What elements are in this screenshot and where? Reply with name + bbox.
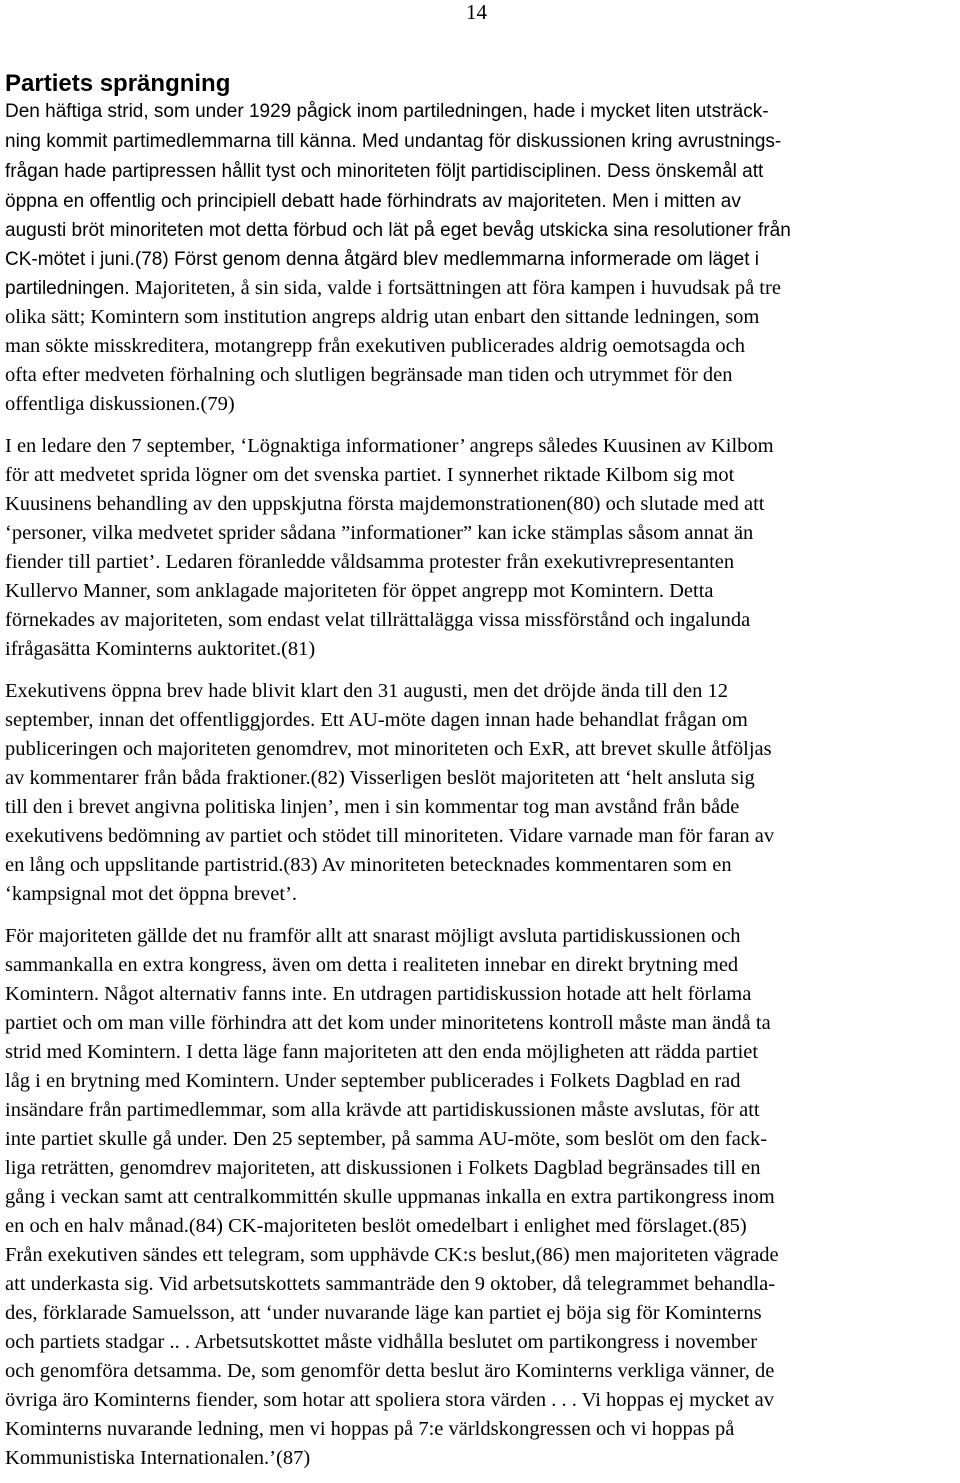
text-line	[5, 635, 315, 664]
text-line	[5, 1241, 779, 1270]
text-line	[5, 432, 774, 461]
text-segment: strid med Komintern. I detta läge fann majoriteten att den enda möjligheten att rädda partiet	[5, 1041, 759, 1063]
text-line	[5, 390, 235, 419]
text-segment: insändare från partimedlemmar, som alla krävde att partidiskussionen måste avslutas, för att	[5, 1099, 760, 1121]
text-segment: Kominterns nuvarande ledning, men vi hoppas på 7:e världskongressen och vi hoppas på	[5, 1418, 735, 1440]
text-segment: I en ledare den 7 september, ‘Lögnaktiga informationer’ angreps således Kuusinen av Kilbom	[5, 435, 774, 457]
text-line	[5, 1328, 757, 1357]
text-segment: För majoriteten gällde det nu framför allt att snarast möjligt avsluta partidiskussionen och	[5, 925, 741, 947]
text-line	[5, 1270, 775, 1299]
text-segment: man sökte misskreditera, motangrepp från exekutiven publicerades aldrig oemotsagda och	[5, 335, 746, 357]
text-line	[5, 764, 755, 793]
text-line	[5, 1154, 760, 1183]
text-line	[5, 332, 745, 361]
text-segment: september, innan det offentliggjordes. Ett AU-möte dagen innan hade behandlat frågan om	[5, 709, 748, 731]
text-segment: öppna en offentlig och principiell debatt hade förhindrats av majoriteten. Men i mitten av	[5, 191, 741, 212]
text-line	[5, 157, 763, 186]
text-segment: att underkasta sig. Vid arbetsutskottets sammanträde den 9 oktober, då telegrammet behandla-	[5, 1273, 776, 1295]
text-segment: övriga äro Kominterns fiender, som hotar att spoliera stora värden . . . Vi hoppas ej mycket av	[5, 1389, 774, 1411]
text-line	[5, 461, 734, 490]
text-segment: gång i veckan samt att centralkommittén skulle uppmanas inkalla en extra partikongress inom	[5, 1186, 775, 1208]
text-segment: ifrågasätta Kominterns auktoritet.(81)	[5, 638, 316, 660]
text-segment: partiet och om man ville förhindra att det kom under minoritetens kontroll måste man ändå ta	[5, 1012, 771, 1034]
text-line	[5, 216, 791, 245]
text-line	[5, 274, 781, 303]
text-segment: offentliga diskussionen.(79)	[5, 393, 235, 415]
text-line	[5, 361, 733, 390]
text-segment: förnekades av majoriteten, som endast velat tillrättalägga vissa missförstånd och ingalunda	[5, 609, 751, 631]
text-line	[5, 793, 739, 822]
text-segment: Kullervo Manner, som anklagade majoriteten för öppet angrepp mot Komintern. Detta	[5, 580, 714, 602]
text-line	[5, 519, 753, 548]
text-line	[5, 1125, 767, 1154]
text-segment: för att medvetet sprida lögner om det svenska partiet. I synnerhet riktade Kilbom sig mot	[5, 464, 735, 486]
text-segment: liga reträtten, genomdrev majoriteten, att diskussionen i Folkets Dagblad begränsades till en	[5, 1157, 761, 1179]
page-number: 14	[466, 0, 487, 24]
text-line	[5, 922, 741, 951]
text-line	[5, 1357, 774, 1386]
text-segment: partiledningen.	[5, 278, 130, 299]
text-line	[5, 1038, 758, 1067]
text-segment: publiceringen och majoriteten genomdrev, mot minoriteten och ExR, att brevet skulle åtföljas	[5, 738, 772, 760]
text-line	[5, 851, 732, 880]
text-segment: ‘personer, vilka medvetet sprider sådana ”informationer” kan icke stämplas såsom annat än	[5, 522, 754, 544]
text-segment: och partiets stadgar .. . Arbetsutskottet måste vidhålla beslutet om partikongress i november	[5, 1331, 758, 1353]
text-segment: Från exekutiven sändes ett telegram, som upphävde CK:s beslut,(86) men majoriteten vägrade	[5, 1244, 779, 1266]
text-line	[5, 490, 764, 519]
text-line	[5, 1444, 310, 1473]
text-segment: des, förklarade Samuelsson, att ‘under nuvarande läge kan partiet ej böja sig för Kominterns	[5, 1302, 762, 1324]
text-segment: Majoriteten, å sin sida, valde i fortsättningen att föra kampen i huvudsak på tre	[129, 277, 781, 299]
text-segment: ofta efter medveten förhalning och slutligen begränsade man tiden och utrymmet för den	[5, 364, 733, 386]
text-line	[5, 1067, 741, 1096]
text-segment: Exekutivens öppna brev hade blivit klart den 31 augusti, men det dröjde ända till den 12	[5, 680, 729, 702]
text-line	[5, 1299, 762, 1328]
text-line	[5, 245, 759, 274]
text-line	[5, 980, 751, 1009]
text-segment: CK-mötet i juni.(78) Först genom denna åtgärd blev medlemmarna informerade om läget i	[5, 249, 760, 270]
text-line	[5, 97, 769, 126]
text-segment: och genomföra detsamma. De, som genomför detta beslut äro Kominterns verkliga vänner, de	[5, 1360, 775, 1382]
text-segment: augusti bröt minoriteten mot detta förbud och lät på eget bevåg utskicka sina resolutioner från	[5, 220, 791, 241]
text-line	[5, 677, 728, 706]
text-segment: inte partiet skulle gå under. Den 25 september, på samma AU-möte, som beslöt om den fack-	[5, 1128, 768, 1150]
text-segment: ning kommit partimedlemmarna till känna. Med undantag för diskussionen kring avrustnings-	[5, 131, 782, 152]
text-line	[5, 1096, 760, 1125]
text-line	[5, 1415, 734, 1444]
text-segment: olika sätt; Komintern som institution angreps aldrig utan enbart den sittande ledningen, som	[5, 306, 760, 328]
text-segment: frågan hade partipressen hållit tyst och minoriteten följt partidisciplinen. Dess önskemål att	[5, 161, 764, 182]
text-segment: fiender till partiet’. Ledaren föranledde våldsamma protester från exekutivrepresentanten	[5, 551, 735, 573]
text-segment: Kommunistiska Internationalen.’(87)	[5, 1447, 311, 1469]
text-line	[5, 735, 772, 764]
text-line	[5, 822, 774, 851]
text-line	[5, 606, 750, 635]
text-segment: en och en halv månad.(84) CK-majoriteten beslöt omedelbart i enlighet med förslaget.(85)	[5, 1215, 747, 1237]
text-line	[5, 951, 738, 980]
text-segment: exekutivens bedömning av partiet och stödet till minoriteten. Vidare varnade man för faran av	[5, 825, 775, 847]
text-line	[5, 1212, 747, 1241]
text-line	[5, 1009, 771, 1038]
text-line	[5, 187, 741, 216]
text-segment: till den i brevet angivna politiska linjen’, men i sin kommentar tog man avstånd från både	[5, 796, 740, 818]
text-line	[5, 127, 781, 156]
section-heading: Partiets sprängning	[5, 70, 231, 97]
text-segment: låg i en brytning med Komintern. Under september publicerades i Folkets Dagblad en rad	[5, 1070, 741, 1092]
text-segment: Kuusinens behandling av den uppskjutna första majdemonstrationen(80) och slutade med att	[5, 493, 765, 515]
text-line	[5, 1183, 775, 1212]
text-line	[5, 1386, 774, 1415]
text-line	[5, 706, 748, 735]
text-line	[5, 303, 759, 332]
text-segment: Komintern. Något alternativ fanns inte. En utdragen partidiskussion hotade att helt förlama	[5, 983, 752, 1005]
text-segment: ‘kampsignal mot det öppna brevet’.	[5, 883, 298, 905]
text-line	[5, 548, 734, 577]
text-line	[5, 880, 297, 909]
text-segment: Den häftiga strid, som under 1929 pågick inom partiledningen, hade i mycket liten utsträck-	[5, 101, 769, 122]
text-segment: en lång och uppslitande partistrid.(83) Av minoriteten betecknades kommentaren som en	[5, 854, 732, 876]
text-line	[5, 577, 714, 606]
text-segment: sammankalla en extra kongress, även om detta i realiteten innebar en direkt brytning med	[5, 954, 739, 976]
text-segment: av kommentarer från båda fraktioner.(82) Visserligen beslöt majoriteten att ‘helt ansluta sig	[5, 767, 755, 789]
